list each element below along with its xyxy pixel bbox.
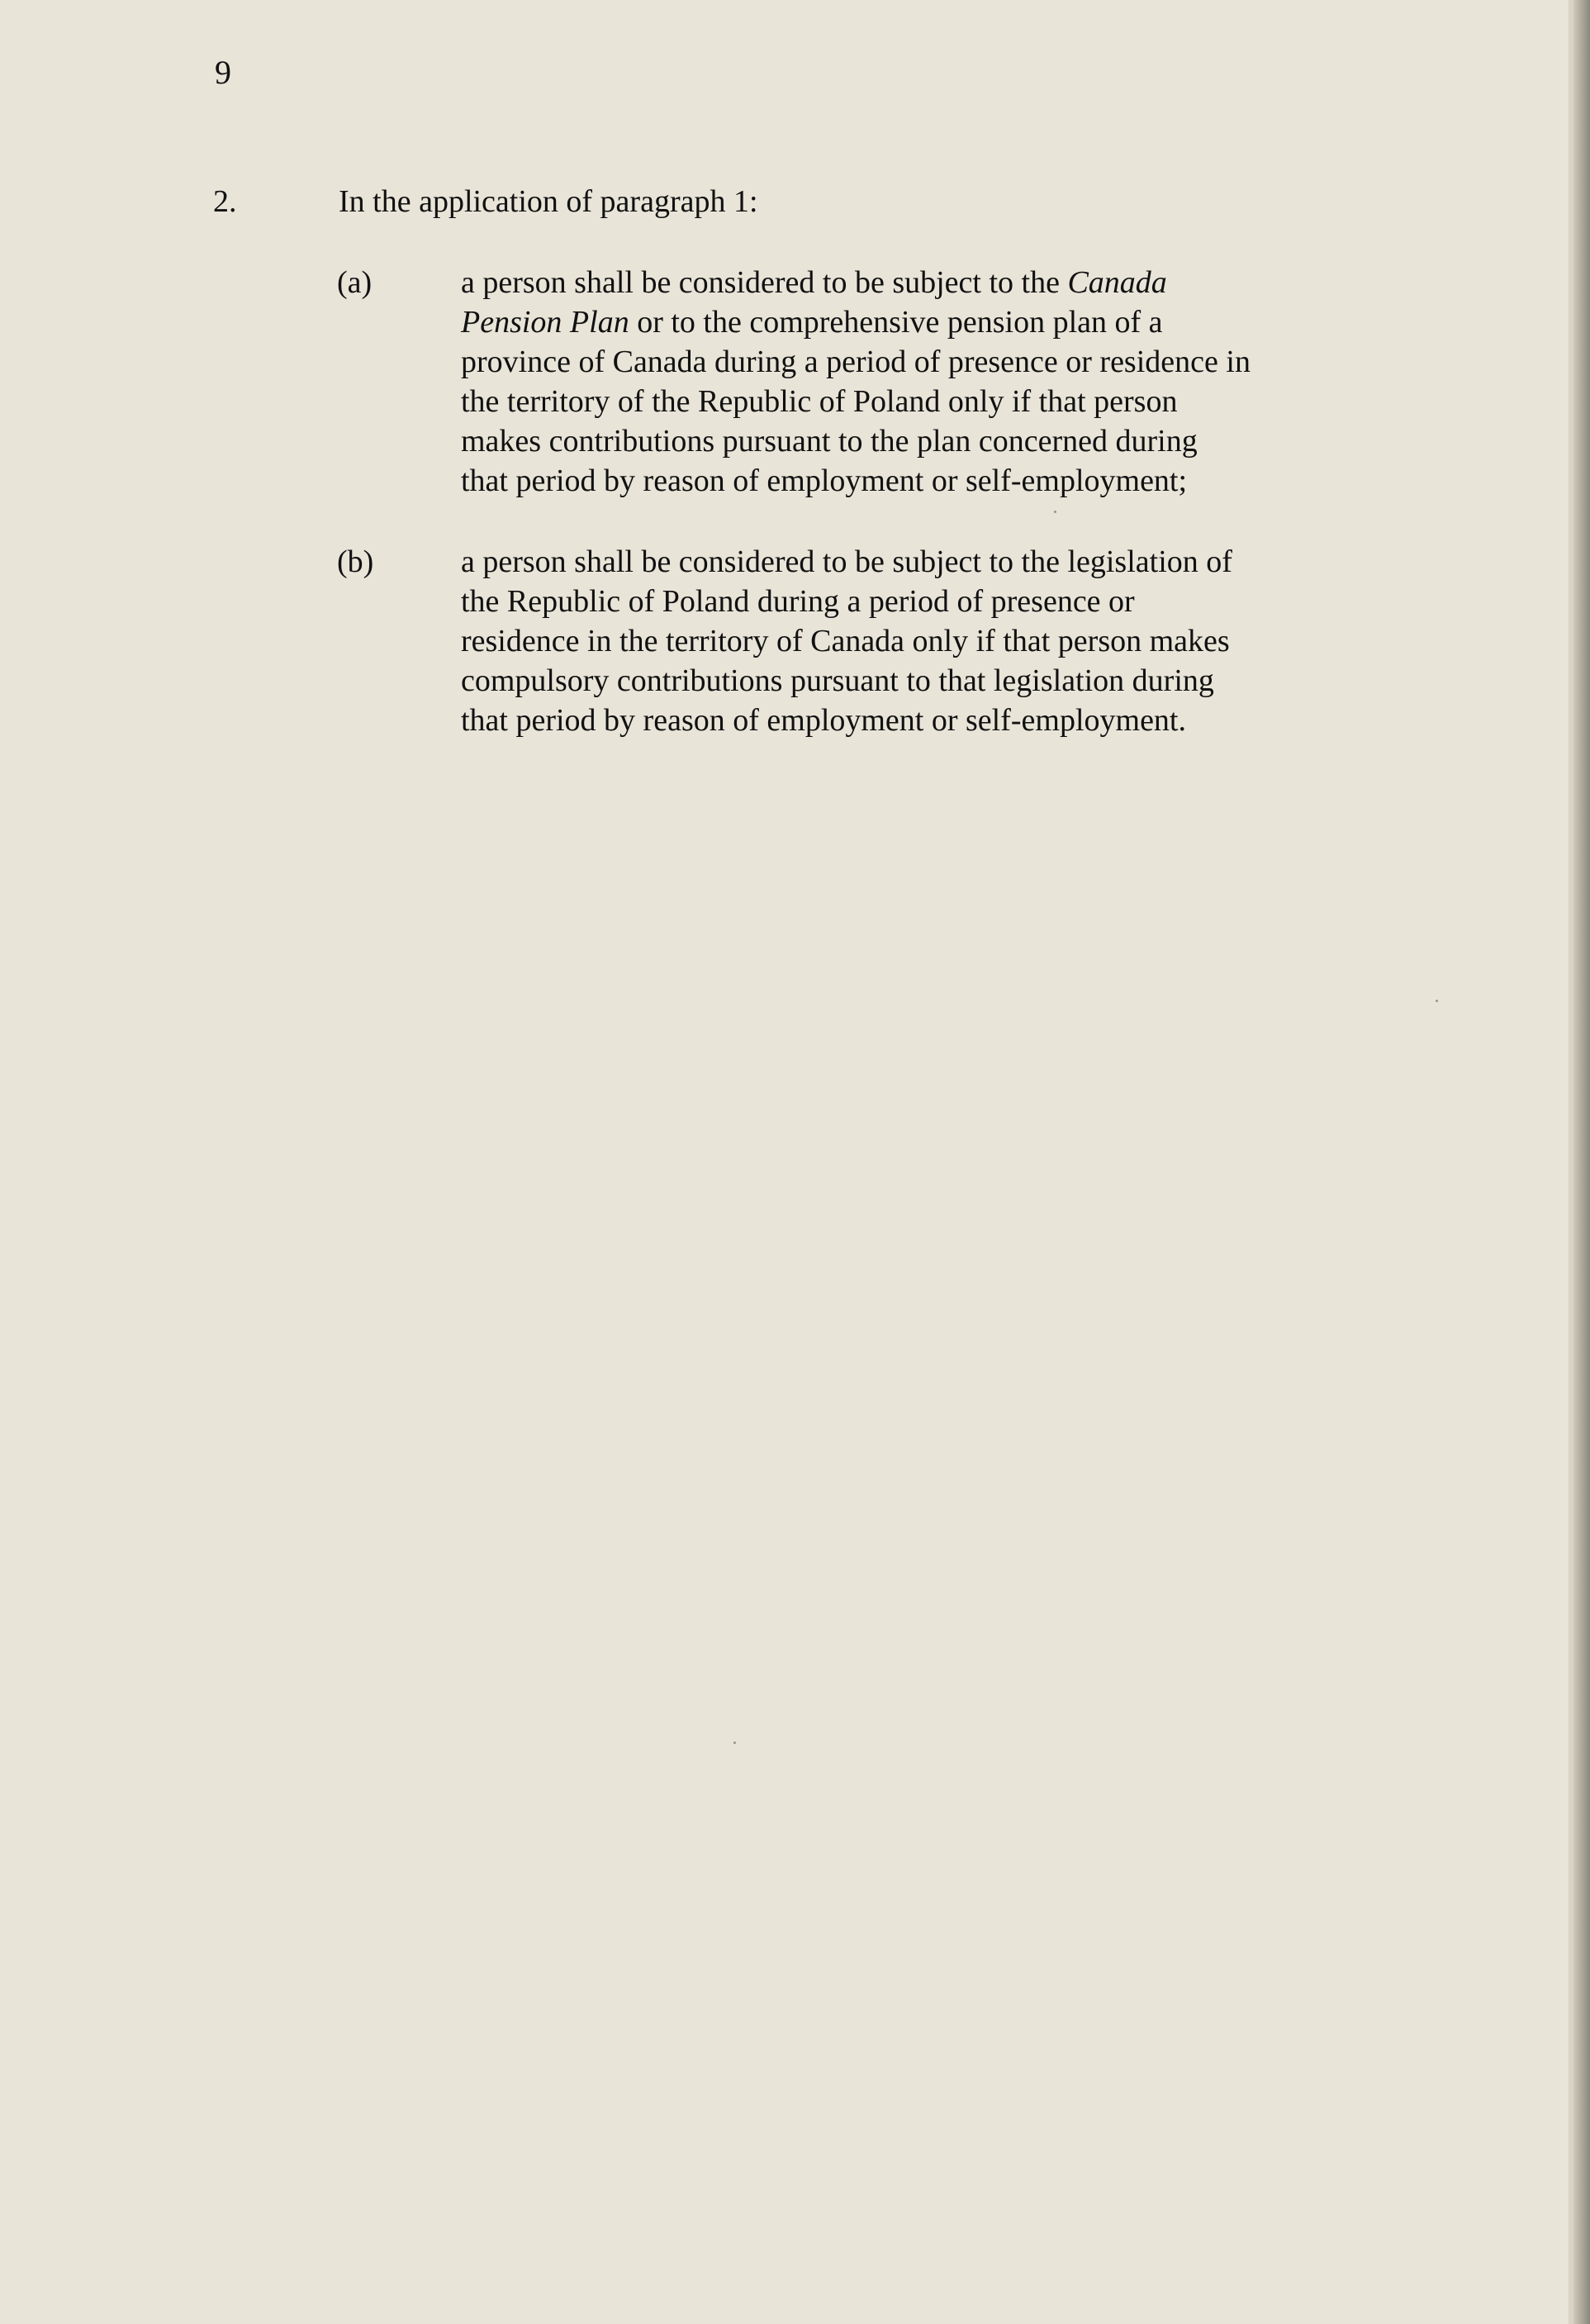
scan-speck xyxy=(1054,511,1056,513)
scan-speck xyxy=(1436,1000,1438,1002)
page-edge xyxy=(1573,0,1590,2324)
clause-label: (a) xyxy=(337,265,373,300)
clause-line: the territory of the Republic of Poland only if that person xyxy=(461,384,1178,419)
paragraph-intro: In the application of paragraph 1: xyxy=(339,184,758,219)
clause-line xyxy=(461,263,1353,302)
scan-speck xyxy=(733,1742,736,1744)
clause-line: compulsory contributions pursuant to that legislation during xyxy=(461,663,1214,698)
paragraph-number: 2. xyxy=(213,184,237,219)
clause-line: a person shall be considered to be subject to the legislation of xyxy=(461,544,1232,579)
clause-line xyxy=(461,302,1353,342)
clause-text: or to the comprehensive pension plan of a xyxy=(629,305,1163,340)
page-number: 9 xyxy=(215,54,231,91)
clause-line: province of Canada during a period of presence or residence in xyxy=(461,345,1251,379)
clause-line: residence in the territory of Canada only if that person makes xyxy=(461,624,1230,658)
clause-line: makes contributions pursuant to the plan concerned during xyxy=(461,424,1198,459)
clause-body xyxy=(461,263,1353,501)
clause-line: the Republic of Poland during a period of presence or xyxy=(461,584,1135,619)
clause-body xyxy=(461,542,1353,740)
clause-text: a person shall be considered to be subject to the xyxy=(461,265,1068,300)
clause-label: (b) xyxy=(337,544,374,579)
clause-italic-text: Canada xyxy=(1067,265,1167,300)
clause-line: that period by reason of employment or self-employment; xyxy=(461,463,1188,498)
clause-italic-text: Pension Plan xyxy=(461,305,629,340)
clause-line: that period by reason of employment or self-employment. xyxy=(461,703,1186,738)
